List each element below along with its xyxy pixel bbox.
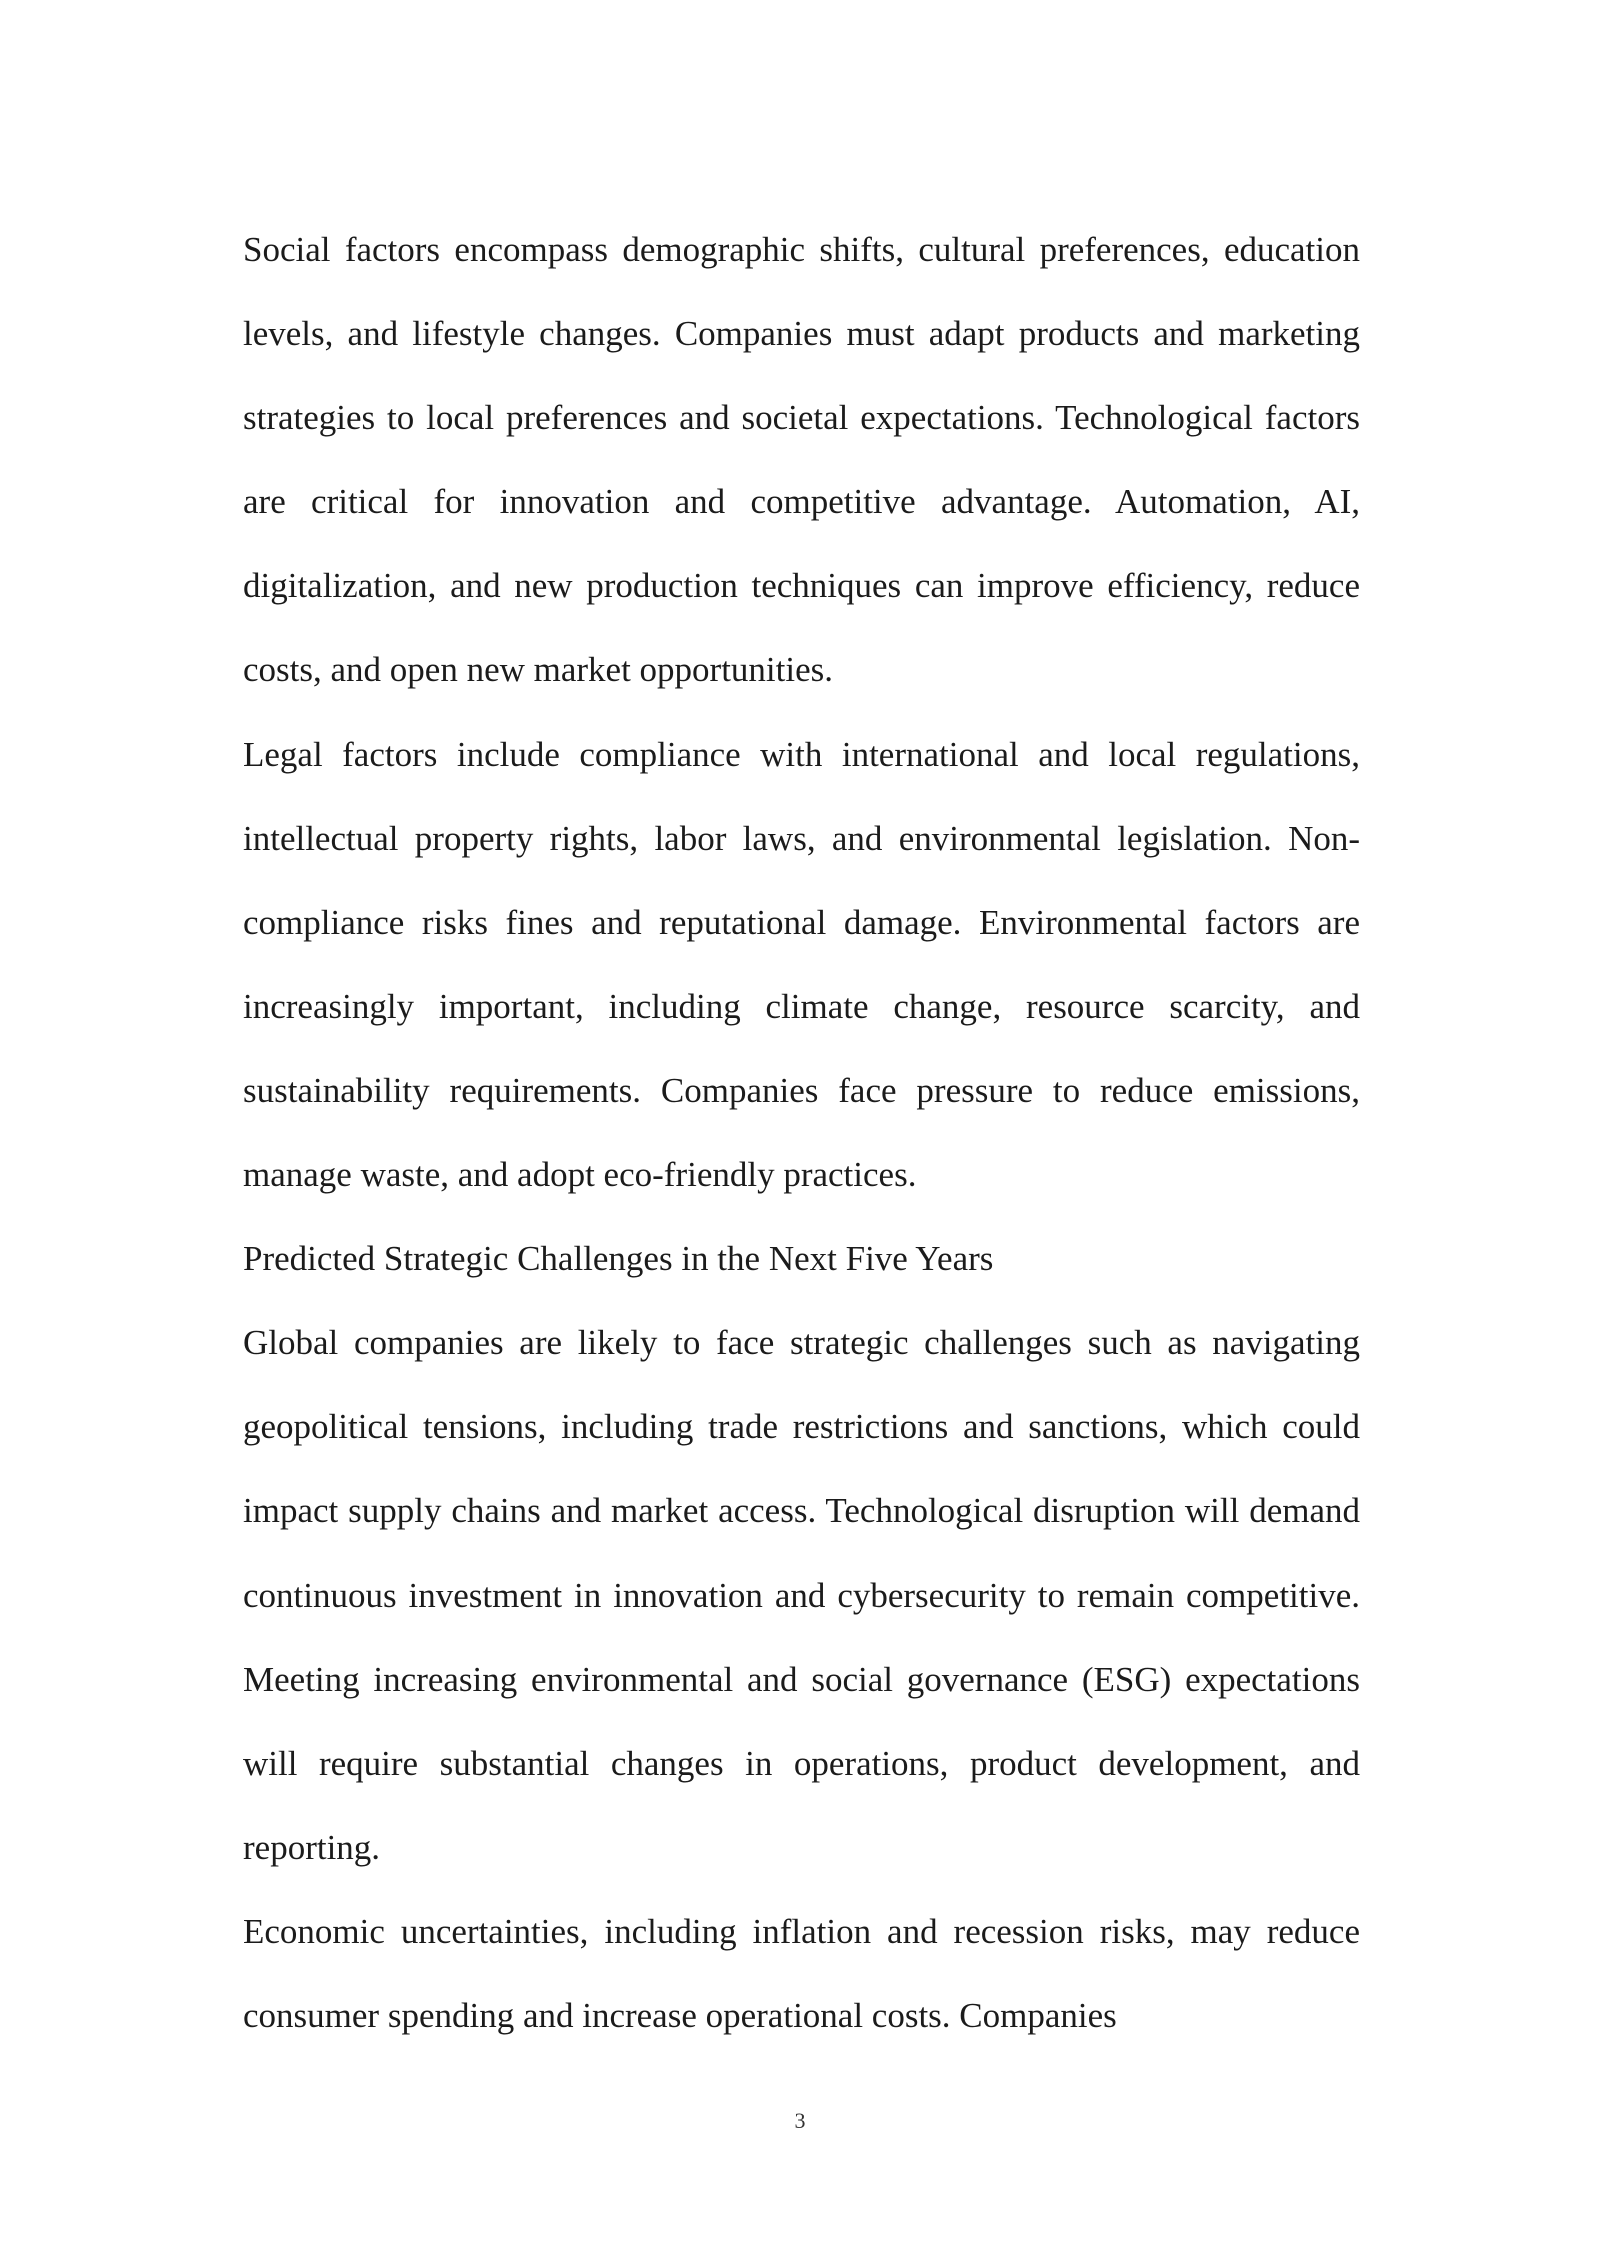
paragraph-economic-uncertainties: Economic uncertainties, including inflation and recession risks, may reduce consumer spending and increase operational costs. Companies [243,1911,1360,2035]
section-heading: Predicted Strategic Challenges in the Next Five Years [243,1239,994,1279]
paragraph-strategic-challenges: Global companies are likely to face strategic challenges such as navigating geopolitical tensions, including trade restrictions and sanctions, which could impact supply chains and market access. Technological disruption will demand continuous investment in innovation and cybersecurity to remain competitive. Meeting increasing environmental and social governance (ESG) expectations will require substantial changes in operations, product development, and reporting. [243,1323,1360,1867]
paragraph-social-technological: Social factors encompass demographic shifts, cultural preferences, education levels, and lifestyle changes. Companies must adapt products and marketing strategies to local preferences and societal expectations. Technological factors are critical for innovation and competitive advantage. Automation, AI, digitalization, and new production techniques can improve efficiency, reduce costs, and open new market opportunities. [243,230,1360,690]
page-body [243,208,1360,2058]
paragraph-legal-environmental: Legal factors include compliance with international and local regulations, intellectual property rights, labor laws, and environmental legislation. Non-compliance risks fines and reputational damage. Environmental factors are increasingly important, including climate change, resource scarcity, and sustainability requirements. Companies face pressure to reduce emissions, manage waste, and adopt eco-friendly practices. [243,734,1360,1195]
page-number: 3 [794,2108,806,2133]
